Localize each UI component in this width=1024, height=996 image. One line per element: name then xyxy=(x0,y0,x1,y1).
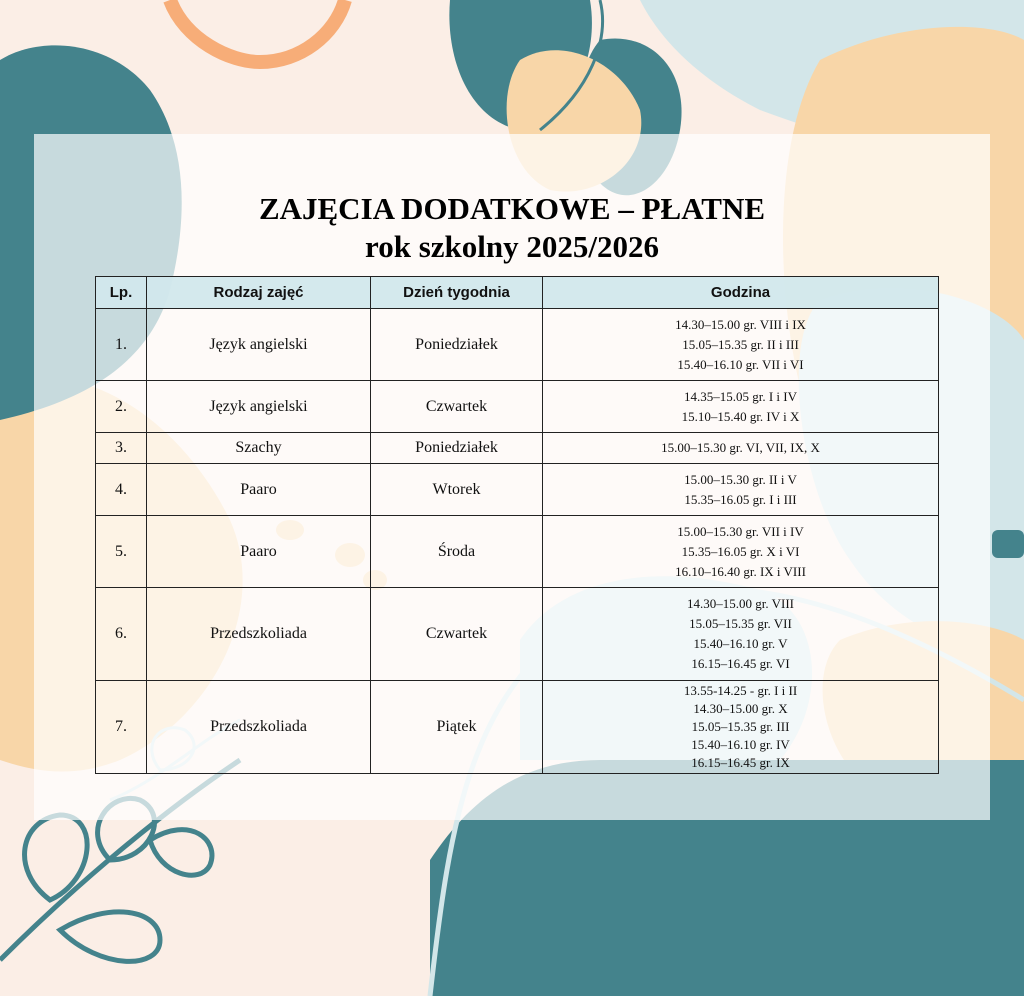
hour-line: 15.05–15.35 gr. II i III xyxy=(682,336,799,352)
hour-line: 15.00–15.30 gr. VII i IV xyxy=(677,523,804,539)
table-row xyxy=(96,464,939,516)
table-row xyxy=(96,381,939,433)
cell-dzien: Poniedziałek xyxy=(371,433,543,464)
cell-godzina xyxy=(543,433,939,464)
hour-line: 14.30–15.00 gr. VIII xyxy=(686,596,794,611)
schedule-table xyxy=(95,276,939,774)
cell-lp: 6. xyxy=(96,588,147,681)
header-godzina: Godzina xyxy=(543,277,939,309)
hour-line: 14.30–15.00 gr. X xyxy=(693,701,788,716)
page-title: ZAJĘCIA DODATKOWE – PŁATNE xyxy=(258,191,766,226)
cell-dzien: Środa xyxy=(371,516,543,588)
hour-line: 15.40–16.10 gr. V xyxy=(693,636,788,651)
header-dzien: Dzień tygodnia xyxy=(371,277,543,309)
hour-line: 13.55-14.25 - gr. I i II xyxy=(683,683,798,698)
cell-rodzaj: Przedszkoliada xyxy=(147,681,371,774)
cell-godzina xyxy=(543,681,939,774)
table-header-row xyxy=(96,277,939,309)
cell-godzina xyxy=(543,516,939,588)
table-row xyxy=(96,588,939,681)
hour-line: 15.00–15.30 gr. II i V xyxy=(684,471,797,487)
cell-rodzaj: Szachy xyxy=(147,433,371,464)
hour-line: 15.40–16.10 gr. IV xyxy=(691,737,790,752)
hour-line: 14.35–15.05 gr. I i IV xyxy=(683,388,798,404)
table-row xyxy=(96,681,939,774)
hour-line: 14.30–15.00 gr. VIII i IX xyxy=(675,316,806,332)
header-rodzaj: Rodzaj zajęć xyxy=(147,277,371,309)
cell-lp: 7. xyxy=(96,681,147,774)
cell-dzien: Wtorek xyxy=(371,464,543,516)
hour-line: 15.35–16.05 gr. I i III xyxy=(684,491,797,507)
cell-dzien: Czwartek xyxy=(371,381,543,433)
hour-line: 16.10–16.40 gr. IX i VIII xyxy=(675,563,806,579)
header-lp: Lp. xyxy=(96,277,147,309)
hour-line: 16.15–16.45 gr. IX xyxy=(691,755,790,770)
page-subtitle: rok szkolny 2025/2026 xyxy=(365,229,659,264)
cell-godzina xyxy=(543,381,939,433)
cell-rodzaj: Język angielski xyxy=(147,381,371,433)
cell-lp: 2. xyxy=(96,381,147,433)
hour-line: 15.10–15.40 gr. IV i X xyxy=(681,408,800,424)
cell-rodzaj: Język angielski xyxy=(147,309,371,381)
cell-dzien: Piątek xyxy=(371,681,543,774)
cell-godzina xyxy=(543,309,939,381)
cell-rodzaj: Przedszkoliada xyxy=(147,588,371,681)
cell-lp: 1. xyxy=(96,309,147,381)
cell-godzina xyxy=(543,464,939,516)
hour-line: 15.05–15.35 gr. III xyxy=(691,719,790,734)
table-row xyxy=(96,516,939,588)
table-row xyxy=(96,433,939,464)
hour-line: 16.15–16.45 gr. VI xyxy=(691,656,790,671)
hour-line: 15.05–15.35 gr. VII xyxy=(689,616,792,631)
cell-lp: 4. xyxy=(96,464,147,516)
cell-dzien: Poniedziałek xyxy=(371,309,543,381)
hour-line: 15.35–16.05 gr. X i VI xyxy=(681,543,800,559)
table-row xyxy=(96,309,939,381)
cell-rodzaj: Paaro xyxy=(147,516,371,588)
cell-lp: 5. xyxy=(96,516,147,588)
cell-godzina xyxy=(543,588,939,681)
hour-line: 15.00–15.30 gr. VI, VII, IX, X xyxy=(661,440,820,455)
hour-line: 15.40–16.10 gr. VII i VI xyxy=(677,356,804,372)
cell-dzien: Czwartek xyxy=(371,588,543,681)
cell-lp: 3. xyxy=(96,433,147,464)
cell-rodzaj: Paaro xyxy=(147,464,371,516)
